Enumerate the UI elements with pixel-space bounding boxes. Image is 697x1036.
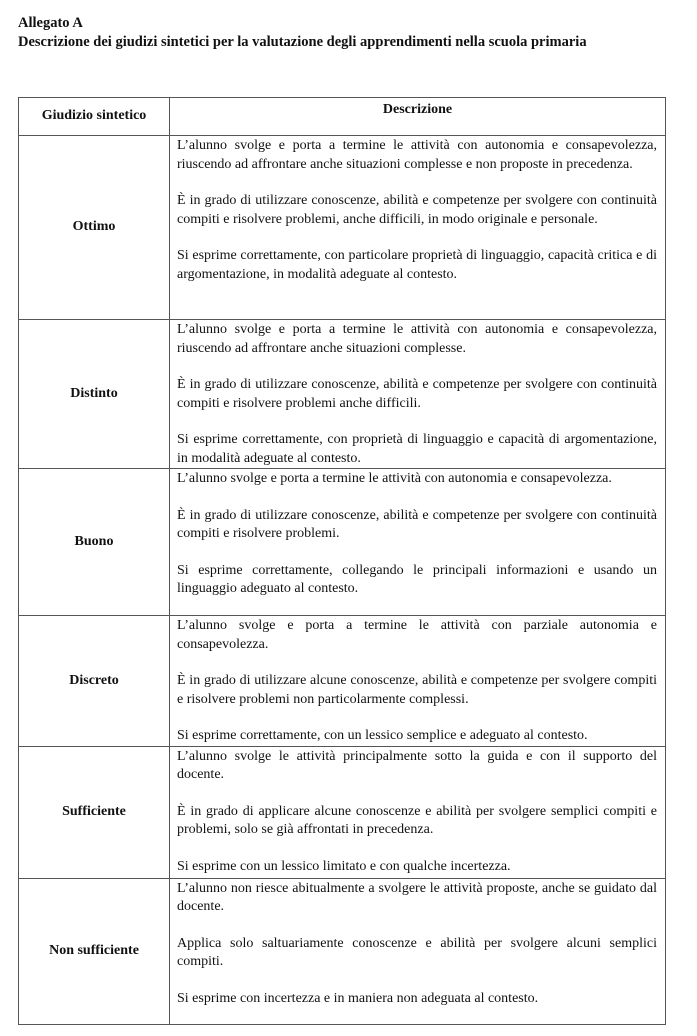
table-row-discreto: [19, 616, 666, 747]
table-row-ottimo: [19, 136, 666, 320]
description-paragraph: È in grado di applicare alcune conoscenze e abilità per svolgere semplici compiti e problemi, solo se già affrontati in precedenza.: [177, 803, 657, 837]
description-paragraph: È in grado di utilizzare alcune conoscenze, abilità e competenze per svolgere compiti e risolvere problemi non particolarmente complessi.: [177, 673, 657, 707]
assessment-table: [18, 97, 666, 1025]
description-paragraph: Si esprime correttamente, con proprietà di linguaggio e capacità di argomentazione, in modalità adeguate al contesto.: [177, 432, 657, 466]
header-row: [19, 98, 666, 136]
grade-description: [170, 320, 666, 469]
description-paragraph: Si esprime correttamente, con particolare proprietà di linguaggio, capacità critica e di argomentazione, in modalità adeguate al contesto.: [177, 248, 657, 282]
description-paragraph: L’alunno svolge e porta a termine le attività con autonomia e consapevolezza, riuscendo ad affrontare anche situazioni complesse e non proposte in precedenza.: [177, 138, 657, 172]
attachment-label: Allegato A: [18, 15, 83, 31]
table-header: [19, 98, 666, 136]
description-paragraph: L’alunno svolge e porta a termine le attività con autonomia e consapevolezza.: [177, 471, 612, 486]
description-paragraph: Si esprime correttamente, con un lessico semplice e adeguato al contesto.: [177, 728, 588, 743]
document-heading: [18, 14, 587, 52]
description-paragraph: L’alunno non riesce abitualmente a svolgere le attività proposte, anche se guidato dal docente.: [177, 880, 657, 914]
grade-description: [170, 616, 666, 747]
description-paragraph: Si esprime correttamente, collegando le principali informazioni e usando un linguaggio adeguato al contesto.: [177, 562, 657, 596]
document-title: Descrizione dei giudizi sintetici per la valutazione degli apprendimenti nella scuola primaria: [18, 34, 587, 50]
description-paragraph: Si esprime con un lessico limitato e con qualche incertezza.: [177, 858, 511, 874]
grade-description: [170, 878, 666, 1024]
table-body: [19, 136, 666, 1025]
header-description: Descrizione: [170, 98, 666, 136]
grade-label: Buono: [19, 469, 170, 616]
grade-description: [170, 469, 666, 616]
description-paragraph: È in grado di utilizzare conoscenze, abilità e competenze per svolgere con continuità compiti e risolvere problemi.: [177, 507, 657, 541]
grade-label: Discreto: [19, 616, 170, 747]
grade-label: Non sufficiente: [19, 878, 170, 1024]
grade-label: Sufficiente: [19, 746, 170, 878]
grade-label: Ottimo: [19, 136, 170, 320]
description-paragraph: Si esprime con incertezza e in maniera non adeguata al contesto.: [177, 990, 539, 1006]
grade-description: [170, 746, 666, 878]
description-paragraph: L’alunno svolge le attività principalmente sotto la guida e con il supporto del docente.: [177, 748, 657, 782]
grade-description: [170, 136, 666, 320]
description-paragraph: È in grado di utilizzare conoscenze, abilità e competenze per svolgere con continuità compiti e risolvere problemi, anche difficili, in modo originale e personale.: [177, 193, 657, 227]
description-paragraph: Applica solo saltuariamente conoscenze e abilità per svolgere alcuni semplici compiti.: [177, 935, 657, 969]
description-paragraph: È in grado di utilizzare conoscenze, abilità e competenze per svolgere con continuità compiti e risolvere problemi anche difficili.: [177, 377, 657, 411]
header-grade: Giudizio sintetico: [19, 98, 170, 136]
table-row-non-sufficiente: [19, 878, 666, 1024]
table-row-sufficiente: [19, 746, 666, 878]
description-paragraph: L’alunno svolge e porta a termine le attività con autonomia e consapevolezza, riuscendo ad affrontare anche situazioni complesse.: [177, 322, 657, 356]
table-row-buono: [19, 469, 666, 616]
grade-label: Distinto: [19, 320, 170, 469]
table-row-distinto: [19, 320, 666, 469]
description-paragraph: L’alunno svolge e porta a termine le attività con parziale autonomia e consapevolezza.: [177, 618, 657, 652]
